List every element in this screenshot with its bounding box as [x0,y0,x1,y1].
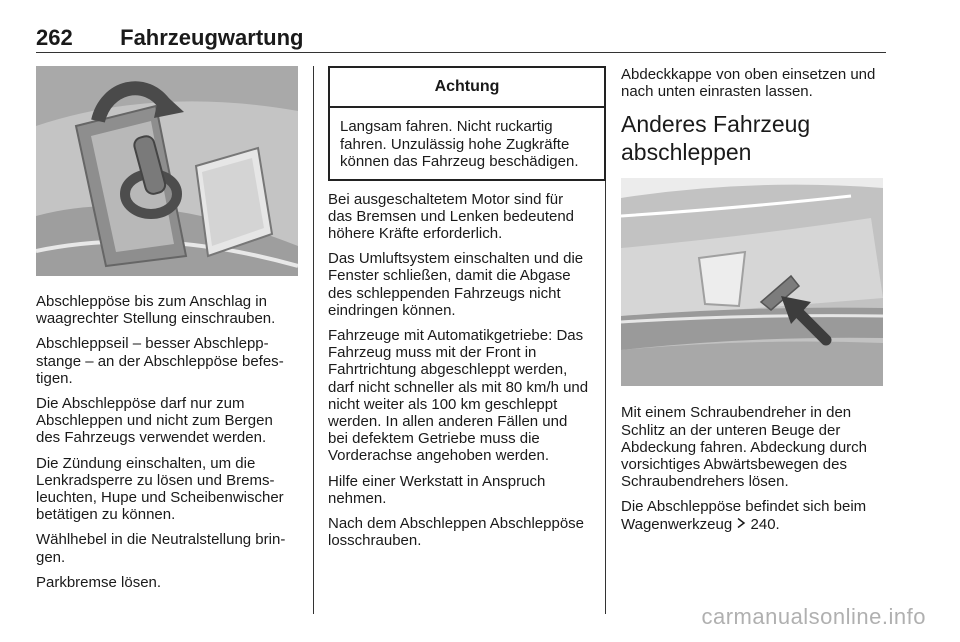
paragraph: Die Zündung einschalten, um die Lenkradsperre zu lösen und Bremsleuchten, Hupe und Scheibenwischer betätigen zu können. [36,454,284,524]
warning-box [328,66,606,181]
paragraph: Abschleppöse bis zum Anschlag in waagrechter Stellung einschrauben. [36,293,276,328]
page-number: 262 [36,25,73,50]
paragraph: Nach dem Abschleppen Abschleppöse losschrauben. [328,514,585,550]
paragraph: Parkbremse lösen. [36,573,162,591]
page-title: Fahrzeugwartung [120,25,304,50]
page-reference-arrow-icon [736,516,746,533]
page-reference[interactable]: 240. [750,515,780,533]
column-2 [328,66,590,557]
section-heading: Anderes Fahrzeug abschleppen [621,111,811,166]
page-header [36,24,886,53]
watermark: carmanualsonline.info [701,604,926,629]
paragraph: Das Umluftsystem einschalten und die Fenster schließen, damit die Abgase des schleppenden Fahrzeugs nicht eindringen können. [328,250,584,319]
bumper-cover-image [621,178,883,386]
paragraph: Abschleppseil – besser Abschleppstange – an der Abschleppöse befestigen. [36,335,284,387]
towing-eye-illustration [36,66,298,276]
towing-eye-screw-in-image [36,66,298,276]
column-3 [621,66,887,541]
column-1 [36,66,299,599]
paragraph: Hilfe einer Werkstatt in Anspruch nehmen. [328,472,546,507]
paragraph: Mit einem Schraubendreher in den Schlitz an der unteren Beuge der Abdeckung fahren. Abdeckung durch vorsichtiges Abwärtsbewegen des Schraubendrehers lösen. [621,404,868,491]
paragraph: Abdeckkappe von oben einsetzen und nach unten einrasten lassen. [621,66,876,101]
reference-text: Die Abschleppöse befindet sich beim Wagenwerkzeug [621,498,867,533]
paragraph: Wählhebel in die Neutralstellung bringen. [36,531,286,566]
warning-title: Achtung [330,68,604,108]
column-divider-left [313,66,314,614]
paragraph: Fahrzeuge mit Automatikgetriebe: Das Fahrzeug muss mit der Front in Fahrtrichtung abgeschleppt werden, darf nicht schneller als mit 80 km/h und nicht weiter als 100 km geschleppt werden. In allen anderen Fällen und bei defektem Getriebe muss die Vorderachse angehoben werden. [328,326,589,465]
paragraph: Die Abschleppöse darf nur zum Abschleppen und nicht zum Bergen des Fahrzeugs verwendet werden. [36,395,273,447]
warning-text: Langsam fahren. Nicht ruckartig fahren. Unzulässig hohe Zugkräfte können das Fahrzeug beschädigen. [340,118,579,170]
front-bumper-illustration [621,178,883,386]
paragraph: Bei ausgeschaltetem Motor sind für das Bremsen und Lenken bedeutend höhere Kräfte erforderlich. [328,190,575,242]
paragraph-with-reference [621,498,887,532]
